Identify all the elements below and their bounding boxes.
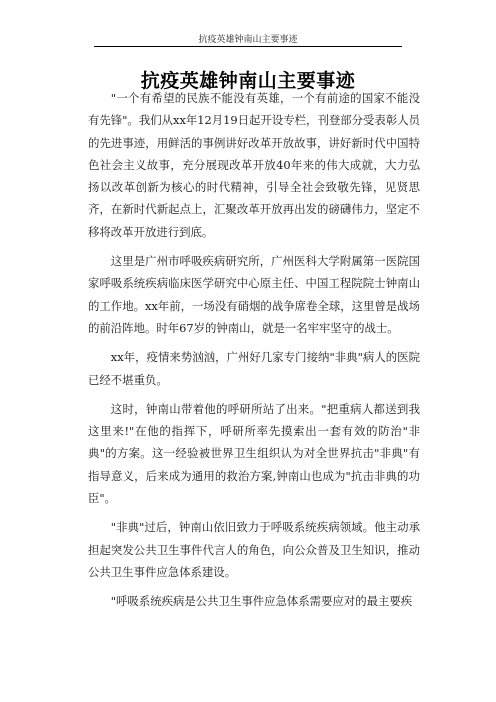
running-header-title: 抗疫英雄钟南山主要事迹	[198, 35, 298, 45]
paragraph: 这时，钟南山带着他的呼研所站了出来。"把重病人都送到我这里来!"在他的指挥下，呼研所率先摸索出一套有效的防治"非典"的方案。这一经验被世界卫生组织认为对全世界抗击"非典"有指导意义，后来成为通用的救治方案,钟南山也成为"抗击非典的功臣"。	[88, 401, 420, 506]
paragraph: xx年，疫情来势汹汹，广州好几家专门接纳"非典"病人的医院已经不堪重负。	[88, 350, 420, 387]
paragraph: "一个有希望的民族不能没有英雄，一个有前途的国家不能没有先锋"。我们从xx年12月19日起开设专栏，刊登部分受表彰人员的先进事迹，用鲜活的事例讲好改革开放故事，讲好新时代中国特色社会主义故事，充分展现改革开放40年来的伟大成就，大力弘扬以改革创新为核心的时代精神，引导全社会致敬先锋，见贤思齐，在新时代新起点上，汇聚改革开放再出发的磅礴伟力，坚定不移将改革开放进行到底。	[88, 91, 420, 239]
running-header	[94, 0, 402, 47]
paragraph: 这里是广州市呼吸疾病研究所，广州医科大学附属第一医院国家呼吸系统疾病临床医学研究中心原主任、中国工程院院士钟南山的工作地。xx年前，一场没有硝烟的战争席卷全球，这里曾是战场的前沿阵地。时年67岁的钟南山，就是一名牢牢坚守的战士。	[88, 254, 420, 335]
document-title: 抗疫英雄钟南山主要事迹	[140, 69, 356, 92]
paragraph: "非典"过后，钟南山依旧致力于呼吸系统疾病领域。他主动承担起突发公共卫生事件代言人的角色，向公众普及卫生知识，推动公共卫生事件应急体系建设。	[88, 520, 420, 579]
paragraph: "呼吸系统疾病是公共卫生事件应急体系需要应对的最主要疾	[110, 594, 413, 609]
document-body	[88, 87, 420, 620]
